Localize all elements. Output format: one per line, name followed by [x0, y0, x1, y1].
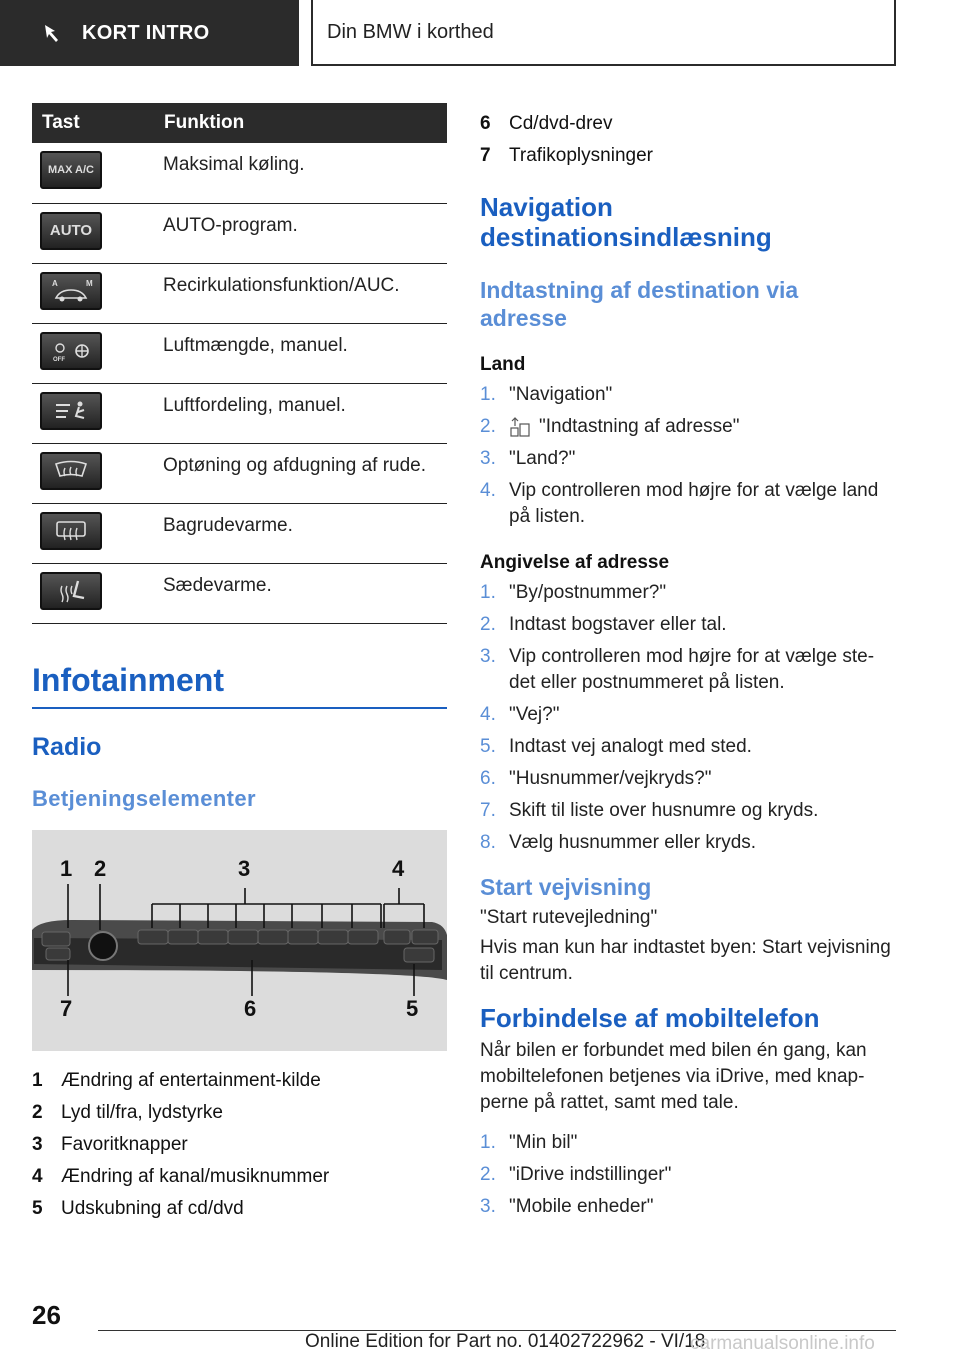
function-text: Luftmængde, manuel. [154, 323, 447, 383]
heading-address-entry: Indtastning af destination via adresse [480, 277, 799, 331]
function-text: AUTO-program. [154, 203, 447, 263]
section-heading-infotainment: Infotainment [32, 662, 447, 709]
recirculation-button-icon [40, 272, 102, 310]
max-ac-button-icon: MAX A/C [40, 151, 102, 189]
heading-mobile-phone: Forbindelse af mobiltelefon [480, 1003, 820, 1033]
heading-land: Land [480, 354, 526, 375]
list-item: 3 Favoritknapper [32, 1133, 188, 1155]
function-text: Bagrudevarme. [154, 503, 447, 563]
list-item: 3. "Mobile enheder" [480, 1196, 654, 1217]
address-steps [480, 580, 900, 856]
list-item: 1 Ændring af entertainment-kilde [32, 1069, 321, 1091]
page-header [0, 0, 960, 66]
mobile-phone-text: Når bilen er forbundet med bilen én gang, kan mobiltelefonen betjenes via iDrive, med knap-perne på rattet, samt med tale. [480, 1040, 867, 1113]
svg-text:M: M [86, 278, 93, 288]
quick-intro-icon [42, 22, 64, 44]
list-item: 4. Vip controlleren mod højre for at vælge land på listen. [480, 480, 879, 527]
list-item: 1. "By/postnummer?" [480, 582, 667, 603]
list-item: 1. "Min bil" [480, 1132, 578, 1153]
list-item: 2 Lyd til/fra, lydstyrke [32, 1101, 223, 1123]
heading-navigation: Navigation destinationsindlæsning [480, 192, 772, 252]
photo-label: 3 [238, 855, 251, 881]
function-text: Recirkulationsfunktion/AUC. [154, 263, 447, 323]
list-item: 2. Indtast bogstaver eller tal. [480, 614, 727, 635]
watermark: carmanualsonline.info [690, 1333, 875, 1354]
right-column [480, 108, 900, 1220]
key-function-table [32, 103, 447, 624]
table-row [32, 143, 447, 203]
photo-label: 5 [406, 995, 419, 1021]
table-row [32, 323, 447, 383]
heading-controls: Betjeningselementer [32, 785, 257, 811]
table-row [32, 503, 447, 563]
function-text: Luftfordeling, manuel. [154, 383, 447, 443]
list-item: 5. Indtast vej analogt med sted. [480, 736, 752, 757]
air-distribution-button-icon [40, 392, 102, 430]
function-text: Sædevarme. [154, 563, 447, 623]
heading-start-guidance: Start vejvisning [480, 874, 652, 900]
svg-text:A: A [52, 278, 58, 288]
list-item: 8. Vælg husnummer eller kryds. [480, 832, 757, 853]
table-row [32, 383, 447, 443]
auto-button-icon: AUTO [40, 212, 102, 250]
controls-legend [32, 1065, 447, 1225]
table-row [32, 443, 447, 503]
address-entry-icon [509, 416, 531, 438]
rear-defrost-button-icon [40, 512, 102, 550]
list-item: 6. "Husnummer/vejkryds?" [480, 768, 712, 789]
land-steps [480, 382, 900, 530]
page-number: 26 [32, 1300, 61, 1330]
section-tab[interactable] [0, 0, 299, 66]
list-item: 4 Ændring af kanal/musiknummer [32, 1165, 330, 1187]
seat-heating-button-icon [40, 572, 102, 610]
photo-label: 1 [60, 855, 73, 881]
photo-label: 4 [392, 855, 405, 881]
list-item: 7. Skift til liste over husnumre og kryds. [480, 800, 819, 821]
fan-button-icon [40, 332, 102, 370]
windshield-defrost-button-icon [40, 452, 102, 490]
list-item: 4. "Vej?" [480, 704, 560, 725]
photo-label: 7 [60, 995, 73, 1021]
list-item: 3. Vip controlleren mod højre for at vælge ste-det eller postnummeret på listen. [480, 646, 875, 693]
function-text: Optøning og afdugning af rude. [154, 443, 447, 503]
svg-text:OFF: OFF [53, 356, 65, 363]
edition-text: Online Edition for Part no. 01402722962 - VI/18 [305, 1331, 706, 1352]
left-column [32, 103, 447, 1225]
list-item: 2. "Indtastning af adresse" [480, 416, 740, 437]
table-header-function: Funktion [154, 103, 447, 143]
photo-label: 2 [94, 855, 107, 881]
table-row [32, 203, 447, 263]
table-row [32, 563, 447, 623]
table-header-key: Tast [32, 103, 154, 143]
list-item: 1. "Navigation" [480, 384, 613, 405]
list-item: 6 Cd/dvd-drev [480, 113, 613, 134]
start-guidance-note: Hvis man kun har indtastet byen: Start vejvisning til centrum. [480, 937, 891, 984]
photo-label: 6 [244, 995, 257, 1021]
subsection-heading-radio: Radio [32, 732, 102, 761]
controls-legend-continued [480, 108, 900, 172]
chapter-title: Din BMW i korthed [311, 0, 896, 66]
list-item: 5 Udskubning af cd/dvd [32, 1197, 244, 1219]
table-row [32, 263, 447, 323]
function-text: Maksimal køling. [154, 143, 447, 203]
heading-address: Angivelse af adresse [480, 552, 670, 573]
list-item: 7 Trafikoplysninger [480, 145, 653, 166]
list-item: 2. "iDrive indstillinger" [480, 1164, 672, 1185]
mobile-phone-steps [480, 1130, 900, 1220]
start-guidance-menu: "Start rutevejledning" [480, 907, 658, 928]
section-tab-label: KORT INTRO [82, 21, 210, 44]
radio-controls-photo [32, 830, 447, 1051]
list-item: 3. "Land?" [480, 448, 576, 469]
